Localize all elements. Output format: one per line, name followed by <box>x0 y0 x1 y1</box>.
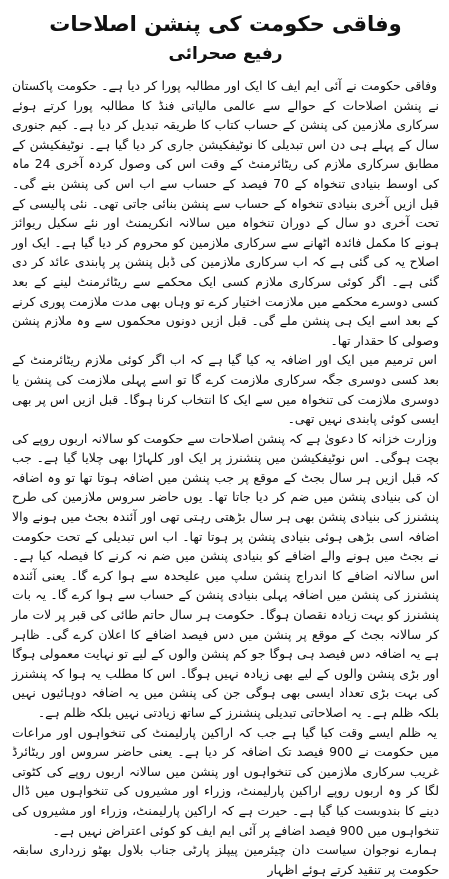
article-byline: رفیع صحرائی <box>168 44 283 64</box>
article-paragraph: وفاقی حکومت نے آئی ایم ایف کا ایک اور مطالبہ پورا کر دیا ہے۔ حکومت پاکستان نے پنشن اصلاحات کے حوالے سے عالمی مالیاتی فنڈ کا مطالبہ پورا کرتے ہوئے سرکاری ملازمین کی پنشن کے حساب کتاب کا طریقہ تبدیل کر دیا ہے۔ کیم جنوری سال کے پہلے ہی دن اس تبدیلی کا نوٹیفکیشن جاری کر دیا گیا ہے۔ نوٹیفکیشن کے مطابق سرکاری ملازم کی ریٹائرمنٹ کے وقت اس کی وصول کردہ آخری 24 ماہ کی اوسط بنیادی تنخواہ کے 70 فیصد کے حساب سے اب اس کی پنشن بنے گی۔ قبل ازیں آخری بنیادی تنخواہ کے حساب سے پنشن بنائی جاتی تھی۔ نئی پالیسی کے تحت آخری دو سال کے دوران تنخواہ میں سالانہ انکریمنٹ اور نئے سکیل ریوائز ہونے کا مکمل فائدہ اٹھانے سے سرکاری ملازمین کو محروم کر دیا گیا ہے۔ ایک اور اصلاح یہ کی گئی ہے کہ اب سرکاری ملازمین کی ڈبل پنشن پر پابندی عائد کر دی گئی ہے۔ اگر کوئی سرکاری ملازم کسی ایک محکمے سے ریٹائرمنٹ لینے کے بعد کسی دوسرے محکمے میں ملازمت اختیار کرے تو وہاں بھی مدت ملازمت پوری کرنے کے بعد اسے ایک ہی پنشن ملے گی۔ قبل ازیں دونوں محکموں سے وہ ملازم پنشن وصولی کا حقدار تھا۔ <box>12 78 439 348</box>
article-body <box>12 76 439 879</box>
article-paragraph: اس ترمیم میں ایک اور اضافہ یہ کیا گیا ہے کہ اب اگر کوئی ملازم ریٹائرمنٹ کے بعد کسی دوسری جگہ سرکاری ملازمت کرے گا تو اسے پہلی ملازمت کی پنشن یا دوسری ملازمت کی تنخواہ میں سے ایک کا انتخاب کرنا ہوگا۔ قبل ازیں اس پر بھی ایسی کوئی پابندی نہیں تھی۔ <box>12 352 439 427</box>
article-paragraph: ہمارے نوجوان سیاست دان چیئرمین پیپلز پارٹی جناب بلاول بھٹو زرداری سابقہ حکومت پر تنقید کرتے ہوئے اظہار <box>12 842 439 877</box>
article-headline: وفاقی حکومت کی پنشن اصلاحات <box>49 12 402 36</box>
article-paragraph: یہ ظلم ایسے وقت کیا گیا ہے جب کہ اراکین پارلیمنٹ کی تنخواہوں اور مراعات میں حکومت نے 900 فیصد تک اضافہ کر دیا ہے۔ یعنی حاضر سروس اور ریٹائرڈ غریب سرکاری ملازمین کی تنخواہوں اور پنشن میں سالانہ اربوں روپے کی کٹوتی لگا کر وہ اربوں روپے اراکین پارلیمنٹ، وزراء اور مشیروں کی تنخواہوں میں ڈال دینے کا بندوبست کیا گیا ہے۔ حیرت ہے کہ اراکین پارلیمنٹ، وزراء اور مشیروں کی تنخواہوں میں 900 فیصد اضافے پر آئی ایم ایف کو کوئی اعتراض نہیں ہے۔ <box>12 724 439 838</box>
article-paragraph: وزارت خزانہ کا دعویٰ ہے کہ پنشن اصلاحات سے حکومت کو سالانہ اربوں روپے کی بچت ہوگی۔ اس نوٹیفکیشن میں پنشنرز پر ایک اور کلہاڑا بھی چلایا گیا ہے۔ جب کہ قبل ازیں ہر سال بجٹ کے موقع پر جب پنشن میں اضافہ ہوتا تھا تو وہ اضافہ ان کی بنیادی پنشن میں ضم کر دیا جاتا تھا۔ یوں حاضر سروس ملازمین کی طرح پنشنرز کی بنیادی پنشن بھی ہر سال بڑھتی رہتی تھی اور آئندہ بجٹ میں ہونے والا اضافہ اسی بڑھی ہوئی بنیادی پنشن پر ہوتا تھا۔ اب اس تبدیلی کے تحت حکومت نے بجٹ میں ہونے والے اضافے کو بنیادی پنشن میں ضم نہ کرنے کا فیصلہ کیا ہے۔ اس سالانہ اضافے کا اندراج پنشن سلپ میں علیحدہ سے ہوا کرے گا۔ یعنی آئندہ پنشنرز کی پنشن میں اضافہ پہلی بنیادی پنشن کے حساب سے ہوا کرے گا۔ یہ بات پنشنرز کو بہت زیادہ نقصان ہوگا۔ حکومت ہر سال حاتم طائی کی قبر پر لات مار کر سالانہ بجٹ کے موقع پر پنشن میں دس فیصد اضافے کا اعلان کرے گی۔ ظاہر ہے یہ اضافہ دس فیصد ہی ہوگا جو کم پنشن والوں کے لیے تو نہایت معمولی ہوگا اور بڑی پنشن والوں کے لیے بھی زیادہ نہیں ہوگا۔ اس کا مطلب یہ ہوا کہ پنشنرز کی بہت بڑی تعداد ایسی بھی ہوگی جن کی پنشن میں یہ اضافہ دوہائیوں نہیں بلکہ ظلم ہے۔ یہ اصلاحاتی تبدیلی پنشنرز کے ساتھ زیادتی نہیں بلکہ ظلم ہے۔ <box>12 430 439 720</box>
